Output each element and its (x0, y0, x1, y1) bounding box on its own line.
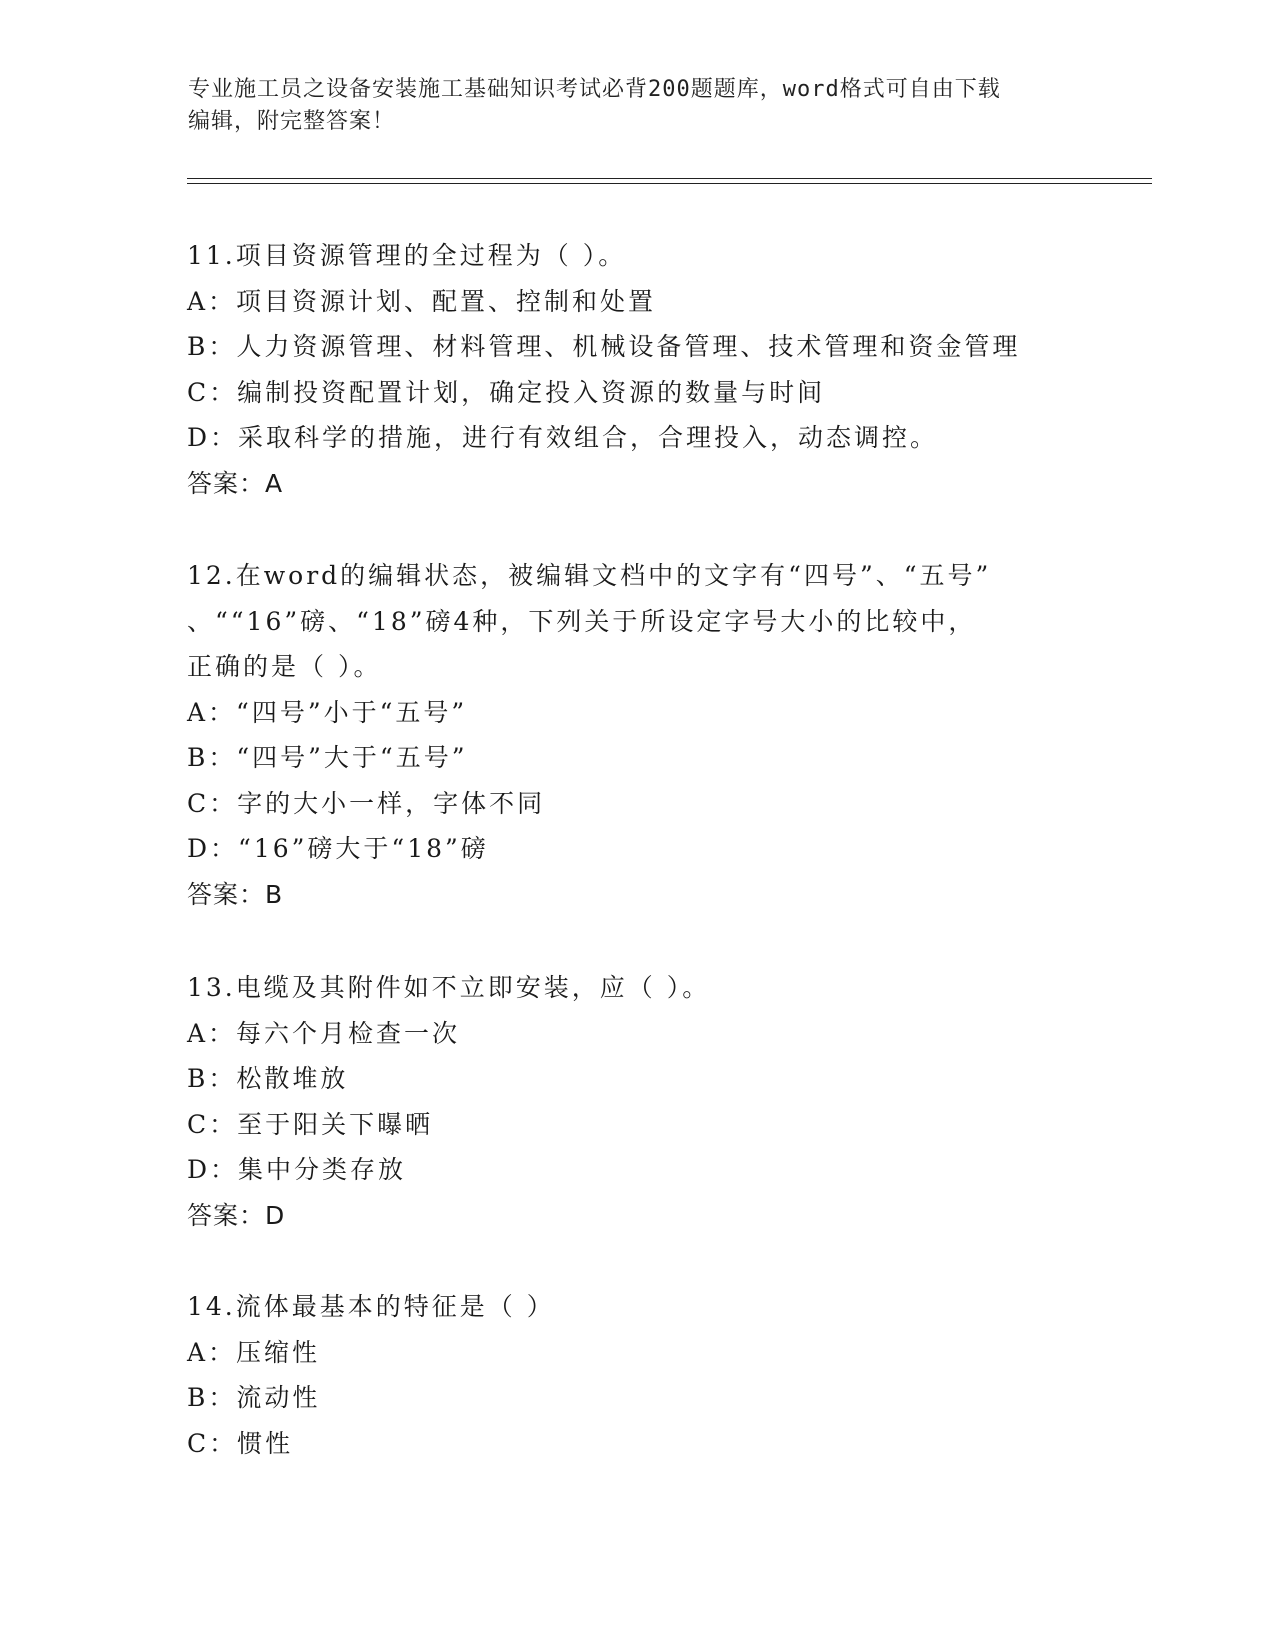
option-d: D：采取科学的措施，进行有效组合，合理投入，动态调控。 (187, 423, 939, 452)
question-stem: 11.项目资源管理的全过程为（ ）。 (187, 241, 627, 270)
answer: 答案：A (187, 468, 284, 498)
option-c: C：至于阳关下曝晒 (187, 1109, 434, 1139)
option-c: C：字的大小一样，字体不同 (187, 788, 546, 818)
answer: 答案：D (187, 1200, 286, 1230)
option-d: D：“16”磅大于“18”磅 (187, 834, 489, 863)
question-12 (187, 553, 1067, 917)
answer: 答案：B (187, 879, 284, 909)
header-line-2: 编辑，附完整答案！ (188, 109, 396, 134)
question-stem-line-1: 12.在word的编辑状态，被编辑文档中的文字有“四号”、“五号” (187, 561, 992, 590)
question-stem-line-3: 正确的是（ ）。 (187, 652, 382, 681)
option-b: B：人力资源管理、材料管理、机械设备管理、技术管理和资金管理 (187, 332, 1021, 361)
question-11 (187, 233, 1067, 506)
option-a: A：项目资源计划、配置、控制和处置 (187, 286, 657, 316)
question-stem: 13.电缆及其附件如不立即安装，应（ ）。 (187, 973, 711, 1002)
option-d: D：集中分类存放 (187, 1155, 407, 1184)
option-b: B：流动性 (187, 1383, 321, 1412)
question-14 (187, 1284, 1067, 1466)
document-header (188, 74, 1088, 138)
question-13 (187, 965, 1067, 1238)
header-divider-bottom (187, 183, 1152, 184)
option-c: C：惯性 (187, 1428, 294, 1458)
option-b: B：“四号”大于“五号” (187, 743, 468, 772)
option-b: B：松散堆放 (187, 1064, 349, 1093)
header-divider-top (187, 178, 1152, 179)
option-a: A：“四号”小于“五号” (187, 697, 468, 727)
header-line-1: 专业施工员之设备安装施工基础知识考试必背200题题库，word格式可自由下载 (188, 77, 1001, 102)
option-a: A：每六个月检查一次 (187, 1018, 461, 1048)
question-stem: 14.流体最基本的特征是（ ） (187, 1292, 555, 1321)
question-stem-line-2: 、““16”磅、“18”磅4种，下列关于所设定字号大小的比较中， (187, 606, 977, 636)
option-a: A：压缩性 (187, 1337, 321, 1367)
option-c: C：编制投资配置计划，确定投入资源的数量与时间 (187, 377, 826, 407)
